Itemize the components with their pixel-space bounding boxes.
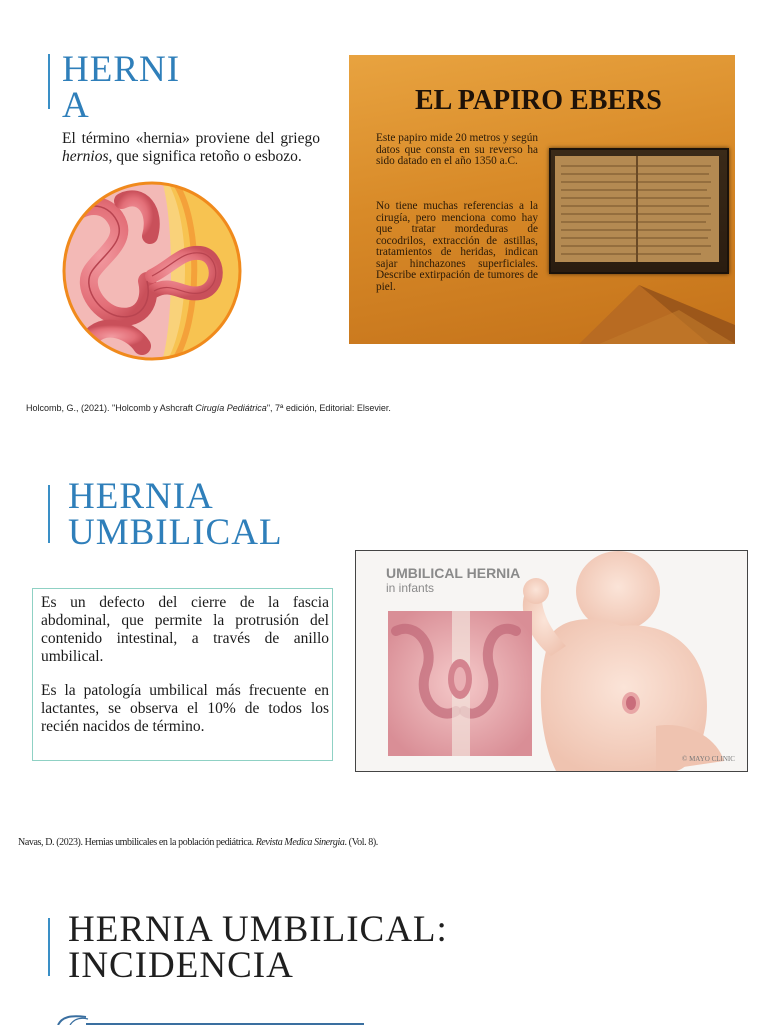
papiro-paragraph-2: No tiene muchas referencias a la cirugía, pero menciona como hay que tratar mordeduras de cocodrilos, extracción de astillas, tratamientos de heridas, indican sajar hinchazones superficiales. Describe extirpación de tumores de piel. — [376, 200, 538, 293]
title-accent-bar — [48, 485, 50, 543]
citation-holcomb: Holcomb, G., (2021). "Holcomb y Ashcraft Cirugía Pediátrica", 7ª edición, Editorial: Elsevier. — [26, 403, 391, 413]
figure-title: UMBILICAL HERNIA — [386, 565, 521, 581]
umbilical-hernia-figure — [355, 550, 748, 772]
title-accent-bar — [48, 54, 50, 109]
figure-subtitle: in infants — [386, 581, 435, 595]
definition-text-box — [32, 588, 333, 761]
title-accent-bar — [48, 918, 50, 976]
section-title-hernia: HERNI A — [62, 49, 181, 126]
umbilical-definition: Es un defecto del cierre de la fascia abdominal, que permite la protrusión del contenido intestinal, a través de anillo umbilical. — [41, 594, 329, 665]
incidence-figure-edge — [56, 1012, 366, 1024]
section-title-incidencia: HERNIA UMBILICAL: INCIDENCIA — [68, 909, 448, 986]
hernia-illustration — [62, 181, 242, 361]
section-title-hernia-umbilical: HERNIA UMBILICAL — [68, 476, 283, 553]
umbilical-frequency: Es la patología umbilical más frecuente en lactantes, se observa el 10% de todos los recién nacidos de término. — [41, 682, 329, 735]
papiro-title: EL PAPIRO EBERS — [415, 85, 662, 116]
hernia-definition: El término «hernia» proviene del griego hernios, que significa retoño o esbozo. — [62, 130, 320, 165]
figure-credit: © MAYO CLINIC — [682, 755, 735, 763]
papiro-ebers-panel — [349, 55, 735, 344]
papiro-paragraph-1: Este papiro mide 20 metros y según datos que consta en su reverso ha sido datado en el año 1350 a.C. — [376, 132, 538, 167]
papyrus-photo — [549, 148, 729, 274]
citation-navas: Navas, D. (2023). Hernias umbilicales en la población pediátrica. Revista Medica Sinergia. (Vol. 8). — [18, 837, 378, 848]
